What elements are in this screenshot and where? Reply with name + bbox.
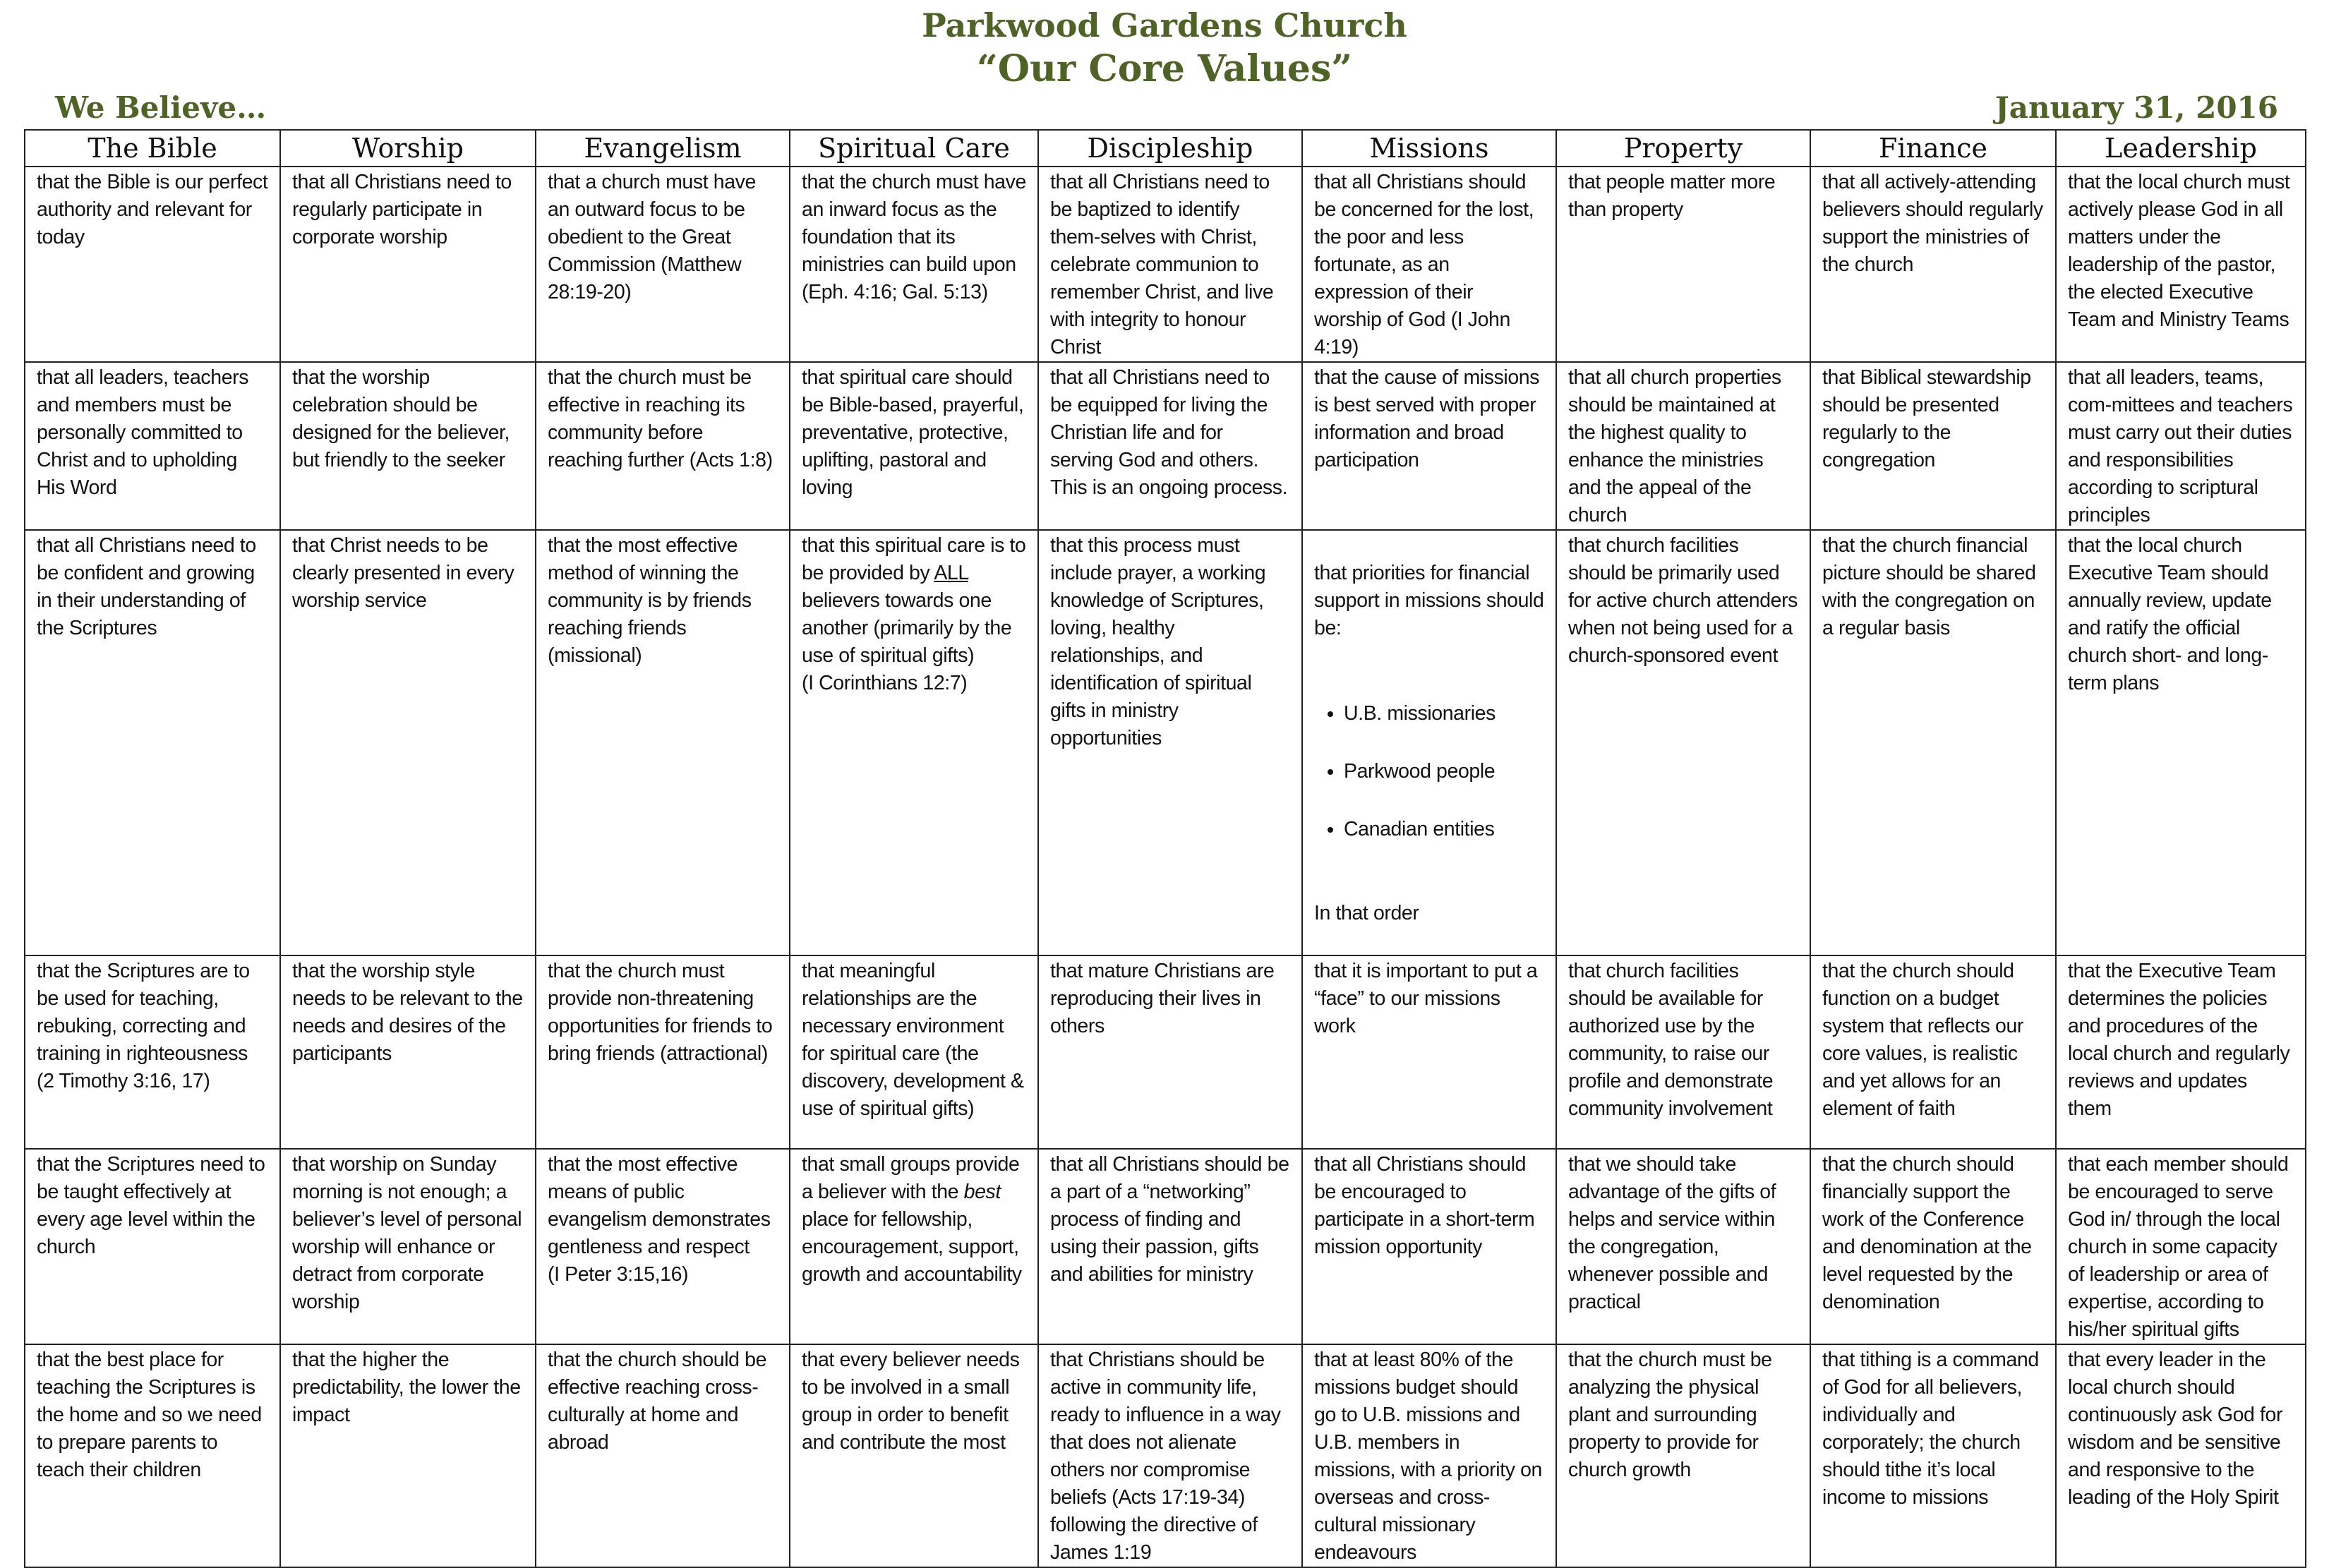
missions-priorities-outro: In that order [1314, 902, 1419, 924]
table-cell: that the church should be effective reaching cross-culturally at home and abroad [536, 1344, 790, 1567]
table-cell: that at least 80% of the missions budget should go to U.B. missions and U.B. members in missions, with a priority on overseas and cross-cultural missionary endeavours [1302, 1344, 1556, 1567]
table-cell: that Christians should be active in community life, ready to influence in a way that does not alienate others nor compromise beliefs (Acts 17:19-34) following the directive of James 1:19 [1038, 1344, 1302, 1567]
cell-text: that this spiritual care is to be provided by [802, 534, 1026, 584]
table-cell: that the church should function on a budget system that reflects our core values, is realistic and yet allows for an element of faith [1810, 955, 2056, 1149]
table-cell: that worship on Sunday morning is not enough; a believer’s level of personal worship will enhance or detract from corporate worship [280, 1149, 536, 1344]
table-cell: that the Scriptures are to be used for teaching, rebuking, correcting and training in righteousness (2 Timothy 3:16, 17) [25, 955, 280, 1149]
column-header: Property [1556, 130, 1810, 167]
table-cell: that the most effective method of winning the community is by friends reaching friends (missional) [536, 530, 790, 955]
emphasis-text: ALL [934, 562, 968, 584]
column-header: Finance [1810, 130, 2056, 167]
table-cell: that Christ needs to be clearly presented in every worship service [280, 530, 536, 955]
table-cell: that it is important to put a “face” to our missions work [1302, 955, 1556, 1149]
column-header: Worship [280, 130, 536, 167]
column-header: Evangelism [536, 130, 790, 167]
document-date: January 31, 2016 [1994, 90, 2278, 125]
table-cell: that church facilities should be available for authorized use by the community, to raise our profile and demonstrate community involvement [1556, 955, 1810, 1149]
column-header: Discipleship [1038, 130, 1302, 167]
emphasis-text: best [963, 1181, 1001, 1203]
missions-priorities-list [1314, 671, 1544, 872]
table-cell: that people matter more than property [1556, 167, 1810, 362]
table-cell: that the church must have an inward focus as the foundation that its ministries can build upon (Eph. 4:16; Gal. 5:13) [790, 167, 1038, 362]
table-cell: that the church must be effective in reaching its community before reaching further (Acts 1:8) [536, 362, 790, 530]
table-cell: that the local church Executive Team should annually review, update and ratify the official church short- and long-term plans [2056, 530, 2306, 955]
table-cell: that all Christians should be a part of a “networking” process of finding and using their passion, gifts and abilities for ministry [1038, 1149, 1302, 1344]
table-cell: that the Executive Team determines the policies and procedures of the local church and regularly reviews and updates them [2056, 955, 2306, 1149]
table-cell: that spiritual care should be Bible-based, prayerful, preventative, protective, uplifting, pastoral and loving [790, 362, 1038, 530]
table-cell [790, 530, 1038, 955]
table-row [25, 362, 2306, 530]
table-cell: that all Christians should be encouraged to participate in a short-term mission opportunity [1302, 1149, 1556, 1344]
table-cell: that church facilities should be primarily used for active church attenders when not being used for a church-sponsored event [1556, 530, 1810, 955]
column-header: The Bible [25, 130, 280, 167]
table-cell: that the higher the predictability, the lower the impact [280, 1344, 536, 1567]
missions-priorities-intro: that priorities for financial support in missions should be: [1314, 562, 1544, 639]
table-cell: that the church should financially support the work of the Conference and denomination at the level requested by the denomination [1810, 1149, 2056, 1344]
we-believe-heading: We Believe… [55, 90, 267, 125]
table-cell: that every leader in the local church should continuously ask God for wisdom and be sensitive and responsive to the leading of the Holy Spirit [2056, 1344, 2306, 1567]
table-cell: that the church must provide non-threatening opportunities for friends to bring friends (attractional) [536, 955, 790, 1149]
table-cell: that all leaders, teams, com-mittees and teachers must carry out their duties and responsibilities according to scriptural principles [2056, 362, 2306, 530]
table-cell: that the local church must actively please God in all matters under the leadership of the pastor, the elected Executive Team and Ministry Teams [2056, 167, 2306, 362]
table-cell: that the church financial picture should be shared with the congregation on a regular basis [1810, 530, 2056, 955]
table-cell: that a church must have an outward focus to be obedient to the Great Commission (Matthew 28:19-20) [536, 167, 790, 362]
table-cell [790, 1149, 1038, 1344]
core-values-table [24, 129, 2306, 1568]
table-cell: that the cause of missions is best served with proper information and broad participation [1302, 362, 1556, 530]
table-cell: that all Christians need to be confident and growing in their understanding of the Scriptures [25, 530, 280, 955]
page-header [0, 4, 2329, 92]
table-cell: that this process must include prayer, a working knowledge of Scriptures, loving, healthy relationships, and identification of spiritual gifts in ministry opportunities [1038, 530, 1302, 955]
table-cell: that each member should be encouraged to serve God in/ through the local church in some capacity of leadership or area of expertise, according to his/her spiritual gifts [2056, 1149, 2306, 1344]
table-cell: that Biblical stewardship should be presented regularly to the congregation [1810, 362, 2056, 530]
table-cell: that all Christians need to regularly participate in corporate worship [280, 167, 536, 362]
list-item: • U.B. missionaries [1344, 699, 1544, 729]
cell-text: that small groups provide a believer with the [802, 1153, 1020, 1203]
table-cell: that all Christians need to be baptized to identify them-selves with Christ, celebrate communion to remember Christ, and live with integrity to honour Christ [1038, 167, 1302, 362]
table-row [25, 1149, 2306, 1344]
table-cell: that mature Christians are reproducing their lives in others [1038, 955, 1302, 1149]
document-title: “Our Core Values” [976, 47, 1353, 90]
table-row [25, 1344, 2306, 1567]
table-row [25, 955, 2306, 1149]
table-cell: that meaningful relationships are the necessary environment for spiritual care (the discovery, development & use of spiritual gifts) [790, 955, 1038, 1149]
table-cell: that the worship celebration should be designed for the believer, but friendly to the seeker [280, 362, 536, 530]
table-cell: that the most effective means of public evangelism demonstrates gentleness and respect (I Peter 3:15,16) [536, 1149, 790, 1344]
list-item: • Canadian entities [1344, 814, 1544, 845]
table-cell: that tithing is a command of God for all believers, individually and corporately; the church should tithe it’s local income to missions [1810, 1344, 2056, 1567]
list-item: • Parkwood people [1344, 756, 1544, 787]
table-cell: that the Scriptures need to be taught effectively at every age level within the church [25, 1149, 280, 1344]
table-cell: that all actively-attending believers should regularly support the ministries of the church [1810, 167, 2056, 362]
table-cell: that all leaders, teachers and members must be personally committed to Christ and to upholding His Word [25, 362, 280, 530]
column-header: Spiritual Care [790, 130, 1038, 167]
cell-text: believers towards one another (primarily by the use of spiritual gifts) (I Corinthians 12:7) [802, 589, 1012, 694]
table-cell: that we should take advantage of the gifts of helps and service within the congregation, whenever possible and practical [1556, 1149, 1810, 1344]
table-row [25, 530, 2306, 955]
table-cell: that all church properties should be maintained at the highest quality to enhance the ministries and the appeal of the church [1556, 362, 1810, 530]
table-cell [1302, 530, 1556, 955]
column-header-row [25, 130, 2306, 167]
table-row [25, 167, 2306, 362]
table-cell: that the worship style needs to be relevant to the needs and desires of the participants [280, 955, 536, 1149]
table-cell: that the church must be analyzing the physical plant and surrounding property to provide for church growth [1556, 1344, 1810, 1567]
column-header: Missions [1302, 130, 1556, 167]
column-header: Leadership [2056, 130, 2306, 167]
church-name: Parkwood Gardens Church [922, 6, 1407, 44]
table-cell: that every believer needs to be involved in a small group in order to benefit and contribute the most [790, 1344, 1038, 1567]
table-cell: that all Christians need to be equipped for living the Christian life and for serving God and others. This is an ongoing process. [1038, 362, 1302, 530]
cell-text: place for fellowship, encouragement, support, growth and accountability [802, 1208, 1022, 1286]
table-cell: that all Christians should be concerned for the lost, the poor and less fortunate, as an expression of their worship of God (I John 4:19) [1302, 167, 1556, 362]
table-cell: that the Bible is our perfect authority and relevant for today [25, 167, 280, 362]
table-cell: that the best place for teaching the Scriptures is the home and so we need to prepare parents to teach their children [25, 1344, 280, 1567]
